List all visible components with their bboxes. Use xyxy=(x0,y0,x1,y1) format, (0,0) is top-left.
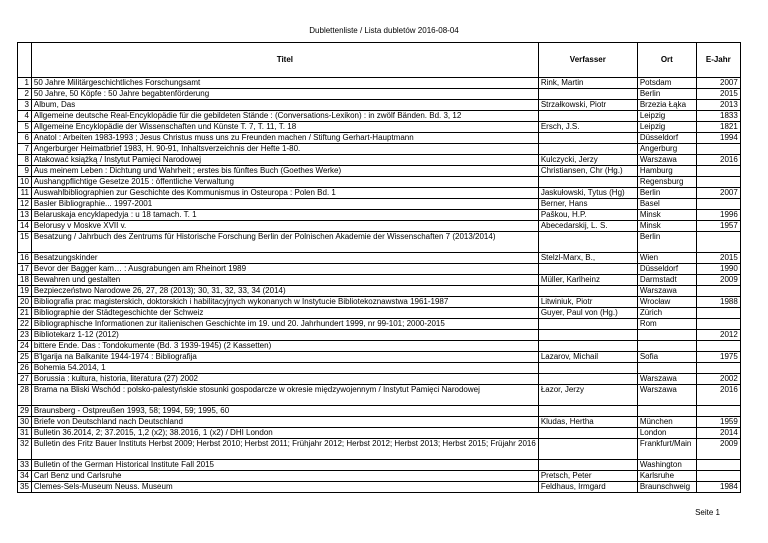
row-year: 2014 xyxy=(696,428,740,439)
row-title: Angerburger Heimatbrief 1983, H. 90-91, Inhaltsverzeichnis der Hefte 1-80. xyxy=(31,144,538,155)
row-title: Auswahlbibliographien zur Geschichte des Kommunismus in Osteuropa : Polen Bd. 1 xyxy=(31,188,538,199)
row-place: Zürich xyxy=(637,308,696,319)
row-year: 1821 xyxy=(696,122,740,133)
row-author xyxy=(538,341,637,352)
row-title: Allgemeine Encyklopädie der Wissenschaften und Künste T. 7, T. 11, T. 18 xyxy=(31,122,538,133)
row-year: 1990 xyxy=(696,264,740,275)
row-place: Minsk xyxy=(637,221,696,232)
row-author xyxy=(538,428,637,439)
table-row xyxy=(18,374,741,385)
row-title: Bibliographie der Städtegeschichte der Schweiz xyxy=(31,308,538,319)
row-number: 19 xyxy=(18,286,32,297)
table-row xyxy=(18,363,741,374)
row-number: 4 xyxy=(18,111,32,122)
row-year: 2016 xyxy=(696,155,740,166)
table-row xyxy=(18,471,741,482)
table-row xyxy=(18,439,741,460)
row-place: Braunschweig xyxy=(637,482,696,493)
document-title: Dublettenliste / Lista dubletów 2016-08-04 xyxy=(309,26,459,35)
row-author xyxy=(538,144,637,155)
row-place: Minsk xyxy=(637,210,696,221)
row-number: 3 xyxy=(18,100,32,111)
row-title: Besatzung / Jahrbuch des Zentrums für Historische Forschung Berlin der Polnischen Akademie der Wissenschaften 7 (2013/2014) xyxy=(31,232,538,253)
row-year xyxy=(696,177,740,188)
row-number: 27 xyxy=(18,374,32,385)
row-number: 24 xyxy=(18,341,32,352)
row-title: Bewahren und gestalten xyxy=(31,275,538,286)
row-year: 1975 xyxy=(696,352,740,363)
row-title: Aus meinem Leben : Dichtung und Wahrheit ; erstes bis fünftes Buch (Goethes Werke) xyxy=(31,166,538,177)
row-number: 7 xyxy=(18,144,32,155)
row-year xyxy=(696,406,740,417)
row-number: 10 xyxy=(18,177,32,188)
row-number: 11 xyxy=(18,188,32,199)
row-author: Stelzl-Marx, B., xyxy=(538,253,637,264)
row-year: 1994 xyxy=(696,133,740,144)
row-year xyxy=(696,286,740,297)
row-year: 2012 xyxy=(696,330,740,341)
row-number: 22 xyxy=(18,319,32,330)
row-year xyxy=(696,341,740,352)
row-year: 2009 xyxy=(696,275,740,286)
table-row xyxy=(18,253,741,264)
row-author xyxy=(538,232,637,253)
row-author: Ersch, J.S. xyxy=(538,122,637,133)
table-row xyxy=(18,341,741,352)
row-number: 12 xyxy=(18,199,32,210)
table-row xyxy=(18,199,741,210)
table-row xyxy=(18,210,741,221)
row-title: Bulletin 36.2014, 2; 37.2015, 1,2 (x2); 38.2016, 1 (x2) / DHI London xyxy=(31,428,538,439)
table-row xyxy=(18,275,741,286)
table-row xyxy=(18,352,741,363)
row-title: Bevor der Bagger kam… : Ausgrabungen am Rheinort 1989 xyxy=(31,264,538,275)
row-author xyxy=(538,363,637,374)
row-number: 1 xyxy=(18,78,32,89)
table-row xyxy=(18,308,741,319)
row-author: Rink, Martin xyxy=(538,78,637,89)
row-number: 30 xyxy=(18,417,32,428)
header-title: Titel xyxy=(31,43,538,78)
row-year: 2007 xyxy=(696,188,740,199)
row-title: Carl Benz und Carlsruhe xyxy=(31,471,538,482)
row-number: 26 xyxy=(18,363,32,374)
row-year: 1984 xyxy=(696,482,740,493)
row-title: Braunsberg - Ostpreußen 1993, 58; 1994, 59; 1995, 60 xyxy=(31,406,538,417)
header-year: E-Jahr xyxy=(696,43,740,78)
table-row xyxy=(18,406,741,417)
table-row xyxy=(18,482,741,493)
row-year xyxy=(696,363,740,374)
row-number: 21 xyxy=(18,308,32,319)
page-number: Seite 1 xyxy=(695,508,720,517)
table-row xyxy=(18,155,741,166)
row-number: 34 xyxy=(18,471,32,482)
row-author xyxy=(538,374,637,385)
row-number: 8 xyxy=(18,155,32,166)
row-author xyxy=(538,460,637,471)
row-place: Leipzig xyxy=(637,122,696,133)
row-year: 2013 xyxy=(696,100,740,111)
row-title: bittere Ende. Das : Tondokumente (Bd. 3 1939-1945) (2 Kassetten) xyxy=(31,341,538,352)
row-title: Bibliografia prac magisterskich, doktorskich i habilitacyjnych wykonanych w Instytucie Bibliotekoznawstwa 1961-1987 xyxy=(31,297,538,308)
row-year: 2007 xyxy=(696,78,740,89)
table-row xyxy=(18,100,741,111)
row-number: 23 xyxy=(18,330,32,341)
row-author: Kludas, Hertha xyxy=(538,417,637,428)
row-title: Basler Bibliographie... 1997-2001 xyxy=(31,199,538,210)
row-year xyxy=(696,308,740,319)
table-row xyxy=(18,428,741,439)
row-title: Allgemeine deutsche Real-Encyklopädie für die gebildeten Stände : (Conversations-Lexikon) : in zwölf Bänden. Bd. 3, 12 xyxy=(31,111,538,122)
row-author: Litwiniuk, Piotr xyxy=(538,297,637,308)
row-author: Abecedarskij, L. S. xyxy=(538,221,637,232)
row-place xyxy=(637,363,696,374)
row-author xyxy=(538,177,637,188)
table-row xyxy=(18,122,741,133)
row-author: Guyer, Paul von (Hg.) xyxy=(538,308,637,319)
row-place: Berlin xyxy=(637,89,696,100)
row-place: Berlin xyxy=(637,188,696,199)
header-author: Verfasser xyxy=(538,43,637,78)
row-author: Berner, Hans xyxy=(538,199,637,210)
row-place: Düsseldorf xyxy=(637,264,696,275)
row-place: Warszawa xyxy=(637,286,696,297)
row-number: 35 xyxy=(18,482,32,493)
row-place: Hamburg xyxy=(637,166,696,177)
row-title: Bezpieczeństwo Narodowe 26, 27, 28 (2013); 30, 31, 32, 33, 34 (2014) xyxy=(31,286,538,297)
table-row xyxy=(18,297,741,308)
row-year: 1957 xyxy=(696,221,740,232)
row-place: Washington xyxy=(637,460,696,471)
row-author: Paškou, H.P. xyxy=(538,210,637,221)
row-place: Warszawa xyxy=(637,155,696,166)
row-author xyxy=(538,89,637,100)
table-row xyxy=(18,286,741,297)
row-author: Łazor, Jerzy xyxy=(538,385,637,406)
row-title: B'lgarija na Balkanite 1944-1974 : Bibliografija xyxy=(31,352,538,363)
row-place: Wien xyxy=(637,253,696,264)
row-place xyxy=(637,406,696,417)
row-year xyxy=(696,232,740,253)
table-row xyxy=(18,111,741,122)
row-title: Borussia : kultura, historia, literatura (27) 2002 xyxy=(31,374,538,385)
row-year: 1988 xyxy=(696,297,740,308)
table-row xyxy=(18,144,741,155)
row-place: Warszawa xyxy=(637,385,696,406)
row-author xyxy=(538,133,637,144)
row-year: 2009 xyxy=(696,439,740,460)
row-number: 33 xyxy=(18,460,32,471)
row-title: Bulletin of the German Historical Institute Fall 2015 xyxy=(31,460,538,471)
row-year xyxy=(696,144,740,155)
row-number: 31 xyxy=(18,428,32,439)
row-title: Belaruskaja encyklapedyja : u 18 tamach. T. 1 xyxy=(31,210,538,221)
row-place: London xyxy=(637,428,696,439)
row-number: 14 xyxy=(18,221,32,232)
table-row xyxy=(18,232,741,253)
row-number: 18 xyxy=(18,275,32,286)
table-row xyxy=(18,221,741,232)
row-author: Lazarov, Michail xyxy=(538,352,637,363)
row-year: 2015 xyxy=(696,89,740,100)
table-row xyxy=(18,188,741,199)
row-title: Anatol : Arbeiten 1983-1993 ; Jesus Christus muss uns zu Freunden machen / Stiftung Gerhart-Hauptmann xyxy=(31,133,538,144)
row-place: Leipzig xyxy=(637,111,696,122)
header-place: Ort xyxy=(637,43,696,78)
row-author xyxy=(538,406,637,417)
row-author xyxy=(538,264,637,275)
row-title: Bohemia 54.2014, 1 xyxy=(31,363,538,374)
row-author: Strzałkowski, Piotr xyxy=(538,100,637,111)
row-title: Besatzungskinder xyxy=(31,253,538,264)
row-number: 20 xyxy=(18,297,32,308)
row-place: Brzezia Łąka xyxy=(637,100,696,111)
row-year xyxy=(696,460,740,471)
table-row xyxy=(18,166,741,177)
row-year: 2002 xyxy=(696,374,740,385)
row-place: Potsdam xyxy=(637,78,696,89)
table-header-row xyxy=(18,43,741,78)
row-author: Müller, Karlheinz xyxy=(538,275,637,286)
row-title: Bibliographische Informationen zur italienischen Geschichte im 19. und 20. Jahrhundert 1999, nr 99-101; 2000-2015 xyxy=(31,319,538,330)
row-year xyxy=(696,199,740,210)
row-place: Regensburg xyxy=(637,177,696,188)
row-number: 29 xyxy=(18,406,32,417)
table-row xyxy=(18,385,741,406)
row-year: 1996 xyxy=(696,210,740,221)
row-title: 50 Jahre, 50 Köpfe : 50 Jahre begabtenförderung xyxy=(31,89,538,100)
row-title: Briefe von Deutschland nach Deutschland xyxy=(31,417,538,428)
row-place: Sofia xyxy=(637,352,696,363)
dublette-table xyxy=(17,42,741,493)
row-place: Warszawa xyxy=(637,374,696,385)
row-number: 17 xyxy=(18,264,32,275)
row-place: Rom xyxy=(637,319,696,330)
table-row xyxy=(18,177,741,188)
row-place xyxy=(637,341,696,352)
row-year: 2015 xyxy=(696,253,740,264)
row-author: Kulczycki, Jerzy xyxy=(538,155,637,166)
row-author xyxy=(538,330,637,341)
row-place: Angerburg xyxy=(637,144,696,155)
row-number: 9 xyxy=(18,166,32,177)
table-row xyxy=(18,264,741,275)
row-place: Berlin xyxy=(637,232,696,253)
row-number: 25 xyxy=(18,352,32,363)
row-place: Darmstadt xyxy=(637,275,696,286)
row-title: Clemes-Sels-Museum Neuss. Museum xyxy=(31,482,538,493)
row-title: Album, Das xyxy=(31,100,538,111)
row-place: München xyxy=(637,417,696,428)
row-year: 2016 xyxy=(696,385,740,406)
row-number: 6 xyxy=(18,133,32,144)
row-number: 13 xyxy=(18,210,32,221)
row-number: 15 xyxy=(18,232,32,253)
row-title: Bibliotekarz 1-12 (2012) xyxy=(31,330,538,341)
row-title: 50 Jahre Militärgeschichtliches Forschungsamt xyxy=(31,78,538,89)
row-year xyxy=(696,319,740,330)
row-year xyxy=(696,471,740,482)
table-row xyxy=(18,319,741,330)
row-place: Karlsruhe xyxy=(637,471,696,482)
row-year xyxy=(696,166,740,177)
row-number: 16 xyxy=(18,253,32,264)
row-year: 1959 xyxy=(696,417,740,428)
row-title: Belorusy v Moskve XVII v. xyxy=(31,221,538,232)
row-place xyxy=(637,330,696,341)
table-row xyxy=(18,78,741,89)
row-year: 1833 xyxy=(696,111,740,122)
row-place: Basel xyxy=(637,199,696,210)
row-author xyxy=(538,439,637,460)
row-number: 28 xyxy=(18,385,32,406)
table-row xyxy=(18,460,741,471)
row-author: Jaskułowski, Tytus (Hg) xyxy=(538,188,637,199)
row-number: 5 xyxy=(18,122,32,133)
header-number xyxy=(18,43,32,78)
table-row xyxy=(18,417,741,428)
row-author xyxy=(538,111,637,122)
row-author xyxy=(538,319,637,330)
row-title: Bulletin des Fritz Bauer Instituts Herbst 2009; Herbst 2010; Herbst 2011; Frühjahr 2012; Herbst 2012; Herbst 2013; Herbst 2015; Früjahr 2016 xyxy=(31,439,538,460)
row-place: Frankfurt/Main xyxy=(637,439,696,460)
row-place: Düsseldorf xyxy=(637,133,696,144)
table-row xyxy=(18,330,741,341)
row-title: Brama na Bliski Wschód : polsko-palestyńskie stosunki gospodarcze w okresie międzywojennym / Instytut Pamięci Narodowej xyxy=(31,385,538,406)
table-row xyxy=(18,89,741,100)
row-author: Pretsch, Peter xyxy=(538,471,637,482)
row-author xyxy=(538,286,637,297)
row-number: 2 xyxy=(18,89,32,100)
row-place: Wrocław xyxy=(637,297,696,308)
row-number: 32 xyxy=(18,439,32,460)
row-author: Christiansen, Chr (Hg.) xyxy=(538,166,637,177)
row-title: Aushangpflichtige Gesetze 2015 : öffentliche Verwaltung xyxy=(31,177,538,188)
table-row xyxy=(18,133,741,144)
row-title: Atakować książką / Instytut Pamięci Narodowej xyxy=(31,155,538,166)
row-author: Feldhaus, Irmgard xyxy=(538,482,637,493)
